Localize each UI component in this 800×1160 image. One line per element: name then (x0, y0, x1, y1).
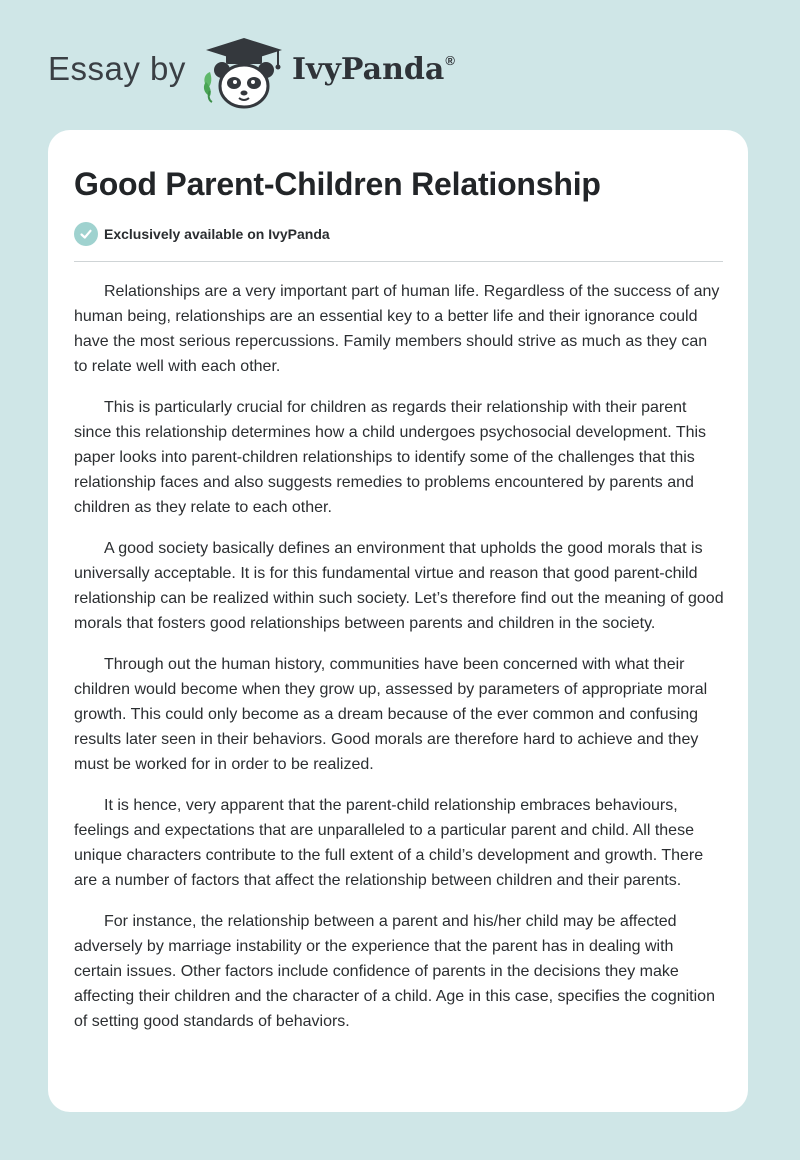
essay-by-label: Essay by (48, 50, 186, 87)
paragraph: Through out the human history, communities have been concerned with what their children would become when they grow up, assessed by parameters of appropriate moral growth. This could only become as a dream because of the ever common and confusing results later seen in their behaviors. Good morals are therefore hard to achieve and they must be worked for in order to be realized. (74, 656, 708, 773)
checkmark-icon (79, 227, 93, 241)
panda-graduate-icon[interactable] (200, 36, 286, 110)
page-title: Good Parent-Children Relationship (74, 166, 601, 202)
exclusive-badge (74, 222, 330, 246)
check-circle-icon (74, 222, 98, 246)
brand-name-text: IvyPanda (292, 52, 445, 87)
paragraph: For instance, the relationship between a parent and his/her child may be affected adversely by marriage instability or the experience that the parent has in dealing with certain issues. Other factors include confidence of parents in the decisions they make affecting their children and the character of a child. Age in this case, specifies the cognition of setting good standards of behaviors. (74, 913, 715, 1030)
title-divider (74, 261, 723, 262)
paragraph: A good society basically defines an environment that upholds the good morals that is universally acceptable. It is for this fundamental virtue and reason that good parent-child relationship can be realized within such society. Let’s therefore find out the meaning of good morals that fosters good relationships between parents and children in the society. (74, 540, 724, 632)
site-header (0, 0, 800, 130)
exclusive-badge-label: Exclusively available on IvyPanda (104, 226, 330, 242)
registered-mark: ® (445, 53, 455, 68)
paragraph: It is hence, very apparent that the parent-child relationship embraces behaviours, feelings and expectations that are unparalleled to a particular parent and child. All these unique characters contribute to the full extent of a child’s development and growth. There are a number of factors that affect the relationship between children and their parents. (74, 797, 704, 889)
essay-body (74, 279, 724, 1050)
brand-name[interactable] (292, 52, 455, 87)
paragraph: This is particularly crucial for children as regards their relationship with their parent since this relationship determines how a child undergoes psychosocial development. This paper looks into parent-children relationships to identify some of the challenges that this relationship faces and also suggests remedies to problems encountered by parents and children as they relate to each other. (74, 399, 707, 516)
essay-card (48, 130, 748, 1112)
paragraph: Relationships are a very important part of human life. Regardless of the success of any human being, relationships are an essential key to a better life and their ignorance could have the most serious repercussions. Family members should strive as much as they can to relate well with each other. (74, 283, 720, 375)
